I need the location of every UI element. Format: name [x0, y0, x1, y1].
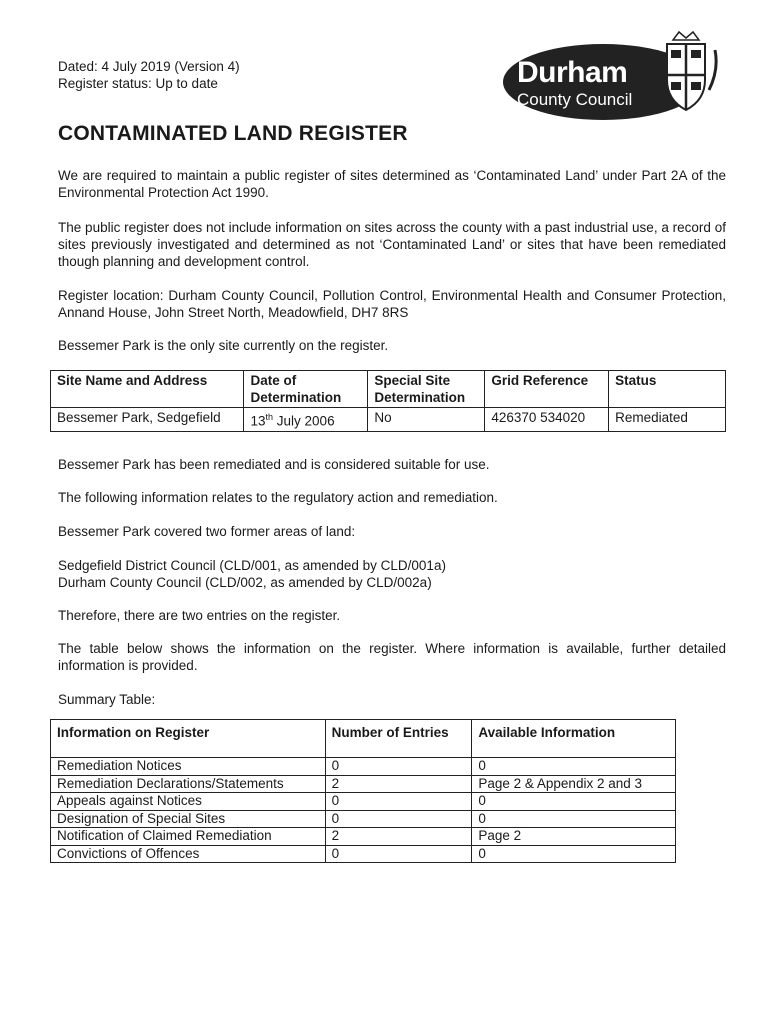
info-cell: Remediation Notices [51, 758, 326, 776]
available-cell: 0 [472, 810, 676, 828]
summary-table-header: Number of Entries [325, 720, 472, 758]
table-row [51, 793, 676, 811]
scope-paragraph: The public register does not include information on sites across the county with a past industrial use, a record of sites previously investigated and determined as not ‘Contaminated Land’ or sites that have been remediated though planning and development control. [58, 220, 726, 269]
table-row [51, 845, 676, 863]
site-table-header-row [51, 371, 726, 408]
site-table-header: Grid Reference [485, 371, 609, 408]
coat-of-arms-icon [653, 30, 719, 120]
page-title: CONTAMINATED LAND REGISTER [58, 122, 408, 145]
available-cell: Page 2 & Appendix 2 and 3 [472, 775, 676, 793]
count-cell: 0 [325, 810, 472, 828]
logo-title: Durham [517, 56, 628, 89]
count-cell: 0 [325, 758, 472, 776]
table-row [51, 828, 676, 846]
available-cell: 0 [472, 845, 676, 863]
count-cell: 0 [325, 845, 472, 863]
durham-county-council-logo [503, 30, 721, 122]
remediated-paragraph: Bessemer Park has been remediated and is considered suitable for use. [58, 457, 490, 472]
site-name-cell: Bessemer Park, Sedgefield [51, 408, 244, 432]
logo-subtitle: County Council [517, 90, 633, 109]
site-table-header: Site Name and Address [51, 371, 244, 408]
summary-table-header: Available Information [472, 720, 676, 758]
summary-table-label: Summary Table: [58, 692, 156, 707]
site-table [50, 370, 726, 432]
summary-table-header: Information on Register [51, 720, 326, 758]
former-areas-paragraph: Bessemer Park covered two former areas of land: [58, 524, 356, 539]
available-cell: 0 [472, 758, 676, 776]
only-site-paragraph: Bessemer Park is the only site currently on the register. [58, 338, 389, 353]
register-status-line: Register status: Up to date [58, 76, 218, 91]
info-cell: Designation of Special Sites [51, 810, 326, 828]
info-cell: Notification of Claimed Remediation [51, 828, 326, 846]
durham-entry-line: Durham County Council (CLD/002, as amended by CLD/002a) [58, 575, 432, 590]
available-cell: Page 2 [472, 828, 676, 846]
special-site-cell: No [368, 408, 485, 432]
two-entries-paragraph: Therefore, there are two entries on the register. [58, 608, 341, 623]
table-intro-paragraph: The table below shows the information on the register. Where information is available, further detailed information is provided. [58, 641, 726, 673]
sedgefield-entry-line: Sedgefield District Council (CLD/001, as amended by CLD/001a) [58, 558, 446, 573]
table-row [51, 758, 676, 776]
count-cell: 2 [325, 828, 472, 846]
determination-date-cell: 13th July 2006 [244, 408, 368, 432]
grid-reference-cell: 426370 534020 [485, 408, 609, 432]
available-cell: 0 [472, 793, 676, 811]
info-cell: Appeals against Notices [51, 793, 326, 811]
info-cell: Remediation Declarations/Statements [51, 775, 326, 793]
site-table-header: Status [609, 371, 726, 408]
summary-table-header-row [51, 720, 676, 758]
summary-table [50, 719, 676, 863]
table-row [51, 810, 676, 828]
site-table-row [51, 408, 726, 432]
site-table-header: Special Site Determination [368, 371, 485, 408]
count-cell: 2 [325, 775, 472, 793]
count-cell: 0 [325, 793, 472, 811]
register-location-paragraph: Register location: Durham County Council, Pollution Control, Environmental Health and Consumer Protection, Annand House, John Street North, Meadowfield, DH7 8RS [58, 288, 726, 320]
info-cell: Convictions of Offences [51, 845, 326, 863]
dated-line: Dated: 4 July 2019 (Version 4) [58, 59, 240, 74]
table-row [51, 775, 676, 793]
following-info-paragraph: The following information relates to the regulatory action and remediation. [58, 490, 498, 505]
intro-paragraph: We are required to maintain a public register of sites determined as ‘Contaminated Land’ under Part 2A of the Environmental Protection Act 1990. [58, 168, 726, 200]
site-table-header: Date of Determination [244, 371, 368, 408]
status-cell: Remediated [609, 408, 726, 432]
document-meta [58, 58, 240, 92]
